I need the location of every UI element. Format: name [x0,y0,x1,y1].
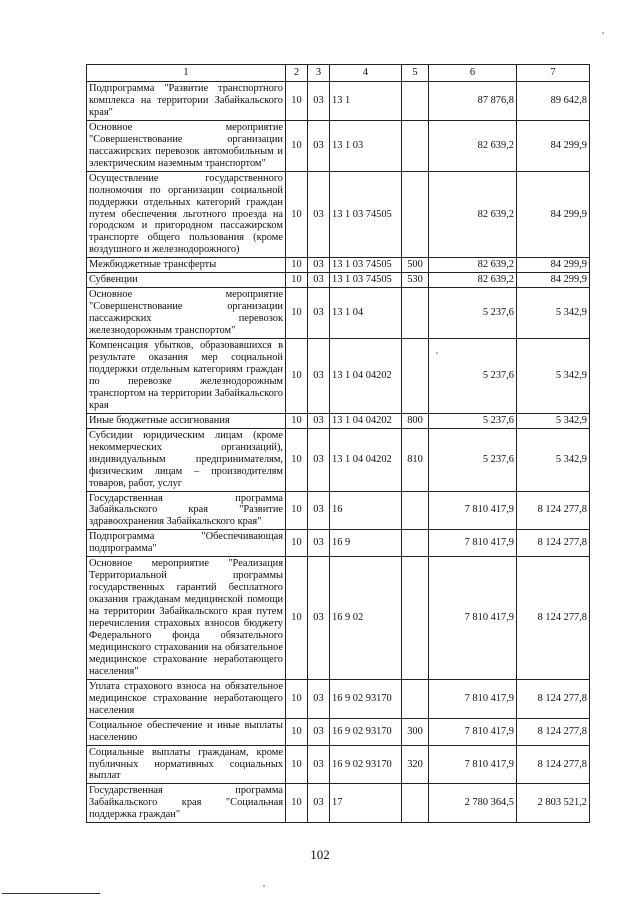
subsection-code: 03 [308,679,330,718]
amount-year-1: 5 237,6 [429,288,517,339]
table-row [87,339,590,414]
amount-year-2: 5 342,9 [517,339,590,414]
table-row [87,745,590,784]
scan-speck [602,32,604,34]
row-name: Субвенции [87,273,286,288]
table-row [87,273,590,288]
amount-year-2: 84 299,9 [517,273,590,288]
subsection-code: 03 [308,339,330,414]
amount-year-1: 7 810 417,9 [429,718,517,745]
subsection-code: 03 [308,258,330,273]
amount-year-2: 84 299,9 [517,258,590,273]
table-row [87,784,590,823]
subsection-code: 03 [308,120,330,171]
amount-year-1: 2 780 364,5 [429,784,517,823]
col-header-3: 3 [308,65,330,82]
amount-year-2: 8 124 277,8 [517,679,590,718]
amount-year-2: 8 124 277,8 [517,557,590,680]
section-code: 10 [286,557,308,680]
amount-year-2: 8 124 277,8 [517,530,590,557]
table-row [87,82,590,121]
subsection-code: 03 [308,530,330,557]
expense-type-code [402,784,429,823]
row-name: Основное мероприятие "Совершенствование организации пассажирских перевозок железнодорожным транспортом" [87,288,286,339]
row-name: Уплата страхового взноса на обязательное медицинское страхование неработающего населения [87,679,286,718]
expense-type-code [402,82,429,121]
amount-year-1: 82 639,2 [429,273,517,288]
amount-year-2: 8 124 277,8 [517,718,590,745]
row-name: Иные бюджетные ассигнования [87,413,286,428]
expense-type-code [402,120,429,171]
row-name: Основное мероприятие "Реализация Территориальной программы государственных гарантий бесплатного оказания гражданам медицинской помощи на территории Забайкальского края путем перечисления страховых взносов бюджету Федерального фонда обязательного медицинского страхования на обязательное медицинское страхование неработающего населения" [87,557,286,680]
target-article-code: 13 1 03 74505 [330,258,402,273]
section-code: 10 [286,745,308,784]
section-code: 10 [286,82,308,121]
expense-type-code [402,491,429,530]
amount-year-2: 2 803 521,2 [517,784,590,823]
section-code: 10 [286,784,308,823]
amount-year-1: 5 237,6 [429,428,517,491]
row-name: Государственная программа Забайкальского края "Социальная поддержка граждан" [87,784,286,823]
target-article-code: 16 9 [330,530,402,557]
target-article-code: 17 [330,784,402,823]
subsection-code: 03 [308,745,330,784]
budget-table [86,64,590,823]
section-code: 10 [286,288,308,339]
expense-type-code: 530 [402,273,429,288]
amount-year-1: 7 810 417,9 [429,491,517,530]
section-code: 10 [286,258,308,273]
section-code: 10 [286,339,308,414]
header-row [87,65,590,82]
target-article-code: 13 1 [330,82,402,121]
amount-year-2: 84 299,9 [517,120,590,171]
expense-type-code [402,557,429,680]
section-code: 10 [286,491,308,530]
amount-year-1: 5 237,6 [429,413,517,428]
amount-year-1: 82 639,2 [429,120,517,171]
amount-year-1: 87 876,8 [429,82,517,121]
subsection-code: 03 [308,428,330,491]
footnote-divider [2,893,100,894]
target-article-code: 13 1 04 04202 [330,413,402,428]
section-code: 10 [286,171,308,258]
table-row [87,557,590,680]
col-header-4: 4 [330,65,402,82]
target-article-code: 13 1 03 74505 [330,171,402,258]
amount-year-2: 5 342,9 [517,288,590,339]
section-code: 10 [286,413,308,428]
target-article-code: 16 9 02 93170 [330,679,402,718]
col-header-6: 6 [429,65,517,82]
scan-speck [436,352,438,354]
table-row [87,120,590,171]
amount-year-1: 7 810 417,9 [429,745,517,784]
col-header-2: 2 [286,65,308,82]
subsection-code: 03 [308,718,330,745]
table-row [87,413,590,428]
subsection-code: 03 [308,491,330,530]
amount-year-2: 84 299,9 [517,171,590,258]
expense-type-code: 800 [402,413,429,428]
target-article-code: 13 1 04 04202 [330,339,402,414]
section-code: 10 [286,428,308,491]
amount-year-1: 7 810 417,9 [429,557,517,680]
expense-type-code [402,530,429,557]
amount-year-1: 82 639,2 [429,171,517,258]
amount-year-1: 5 237,6 [429,339,517,414]
row-name: Подпрограмма "Обеспечивающая подпрограмма" [87,530,286,557]
table-row [87,530,590,557]
section-code: 10 [286,718,308,745]
expense-type-code [402,171,429,258]
scan-speck [263,885,265,887]
row-name: Осуществление государственного полномочия по организации социальной поддержки отдельных категорий граждан путем обеспечения льготного проезда на городском и пригородном пассажирском транспорте общего пользования (кроме воздушного и железнодорожного) [87,171,286,258]
expense-type-code [402,679,429,718]
table-row [87,428,590,491]
target-article-code: 13 1 04 [330,288,402,339]
subsection-code: 03 [308,784,330,823]
target-article-code: 13 1 03 74505 [330,273,402,288]
col-header-5: 5 [402,65,429,82]
table-row [87,288,590,339]
amount-year-2: 8 124 277,8 [517,745,590,784]
target-article-code: 13 1 03 [330,120,402,171]
amount-year-2: 89 642,8 [517,82,590,121]
table-row [87,679,590,718]
target-article-code: 16 9 02 [330,557,402,680]
row-name: Компенсация убытков, образовавшихся в результате оказания мер социальной поддержки отдельным категориям граждан по перевозке железнодорожным транспортом на территории Забайкальского края [87,339,286,414]
page-number: 102 [310,847,330,862]
amount-year-2: 8 124 277,8 [517,491,590,530]
subsection-code: 03 [308,413,330,428]
row-name: Основное мероприятие "Совершенствование организации пассажирских перевозок автомобильным и электрическим наземным транспортом" [87,120,286,171]
row-name: Субсидии юридическим лицам (кроме некоммерческих организаций), индивидуальным предпринимателям, физическим лицам – производителям товаров, работ, услуг [87,428,286,491]
section-code: 10 [286,120,308,171]
row-name: Межбюджетные трансферты [87,258,286,273]
table-row [87,171,590,258]
amount-year-2: 5 342,9 [517,413,590,428]
amount-year-2: 5 342,9 [517,428,590,491]
expense-type-code: 300 [402,718,429,745]
target-article-code: 16 9 02 93170 [330,745,402,784]
target-article-code: 16 [330,491,402,530]
subsection-code: 03 [308,171,330,258]
expense-type-code: 500 [402,258,429,273]
expense-type-code [402,288,429,339]
section-code: 10 [286,273,308,288]
subsection-code: 03 [308,288,330,339]
expense-type-code: 320 [402,745,429,784]
target-article-code: 16 9 02 93170 [330,718,402,745]
amount-year-1: 82 639,2 [429,258,517,273]
section-code: 10 [286,679,308,718]
subsection-code: 03 [308,557,330,680]
row-name: Социальное обеспечение и иные выплаты населению [87,718,286,745]
expense-type-code [402,339,429,414]
row-name: Подпрограмма "Развитие транспортного комплекса на территории Забайкальского края" [87,82,286,121]
subsection-code: 03 [308,273,330,288]
expense-type-code: 810 [402,428,429,491]
table-row [87,258,590,273]
col-header-1: 1 [87,65,286,82]
subsection-code: 03 [308,82,330,121]
row-name: Социальные выплаты гражданам, кроме публичных нормативных социальных выплат [87,745,286,784]
target-article-code: 13 1 04 04202 [330,428,402,491]
table-row [87,491,590,530]
col-header-7: 7 [517,65,590,82]
row-name: Государственная программа Забайкальского края "Развитие здравоохранения Забайкальского края" [87,491,286,530]
table-body [87,82,590,823]
section-code: 10 [286,530,308,557]
amount-year-1: 7 810 417,9 [429,530,517,557]
amount-year-1: 7 810 417,9 [429,679,517,718]
table-row [87,718,590,745]
